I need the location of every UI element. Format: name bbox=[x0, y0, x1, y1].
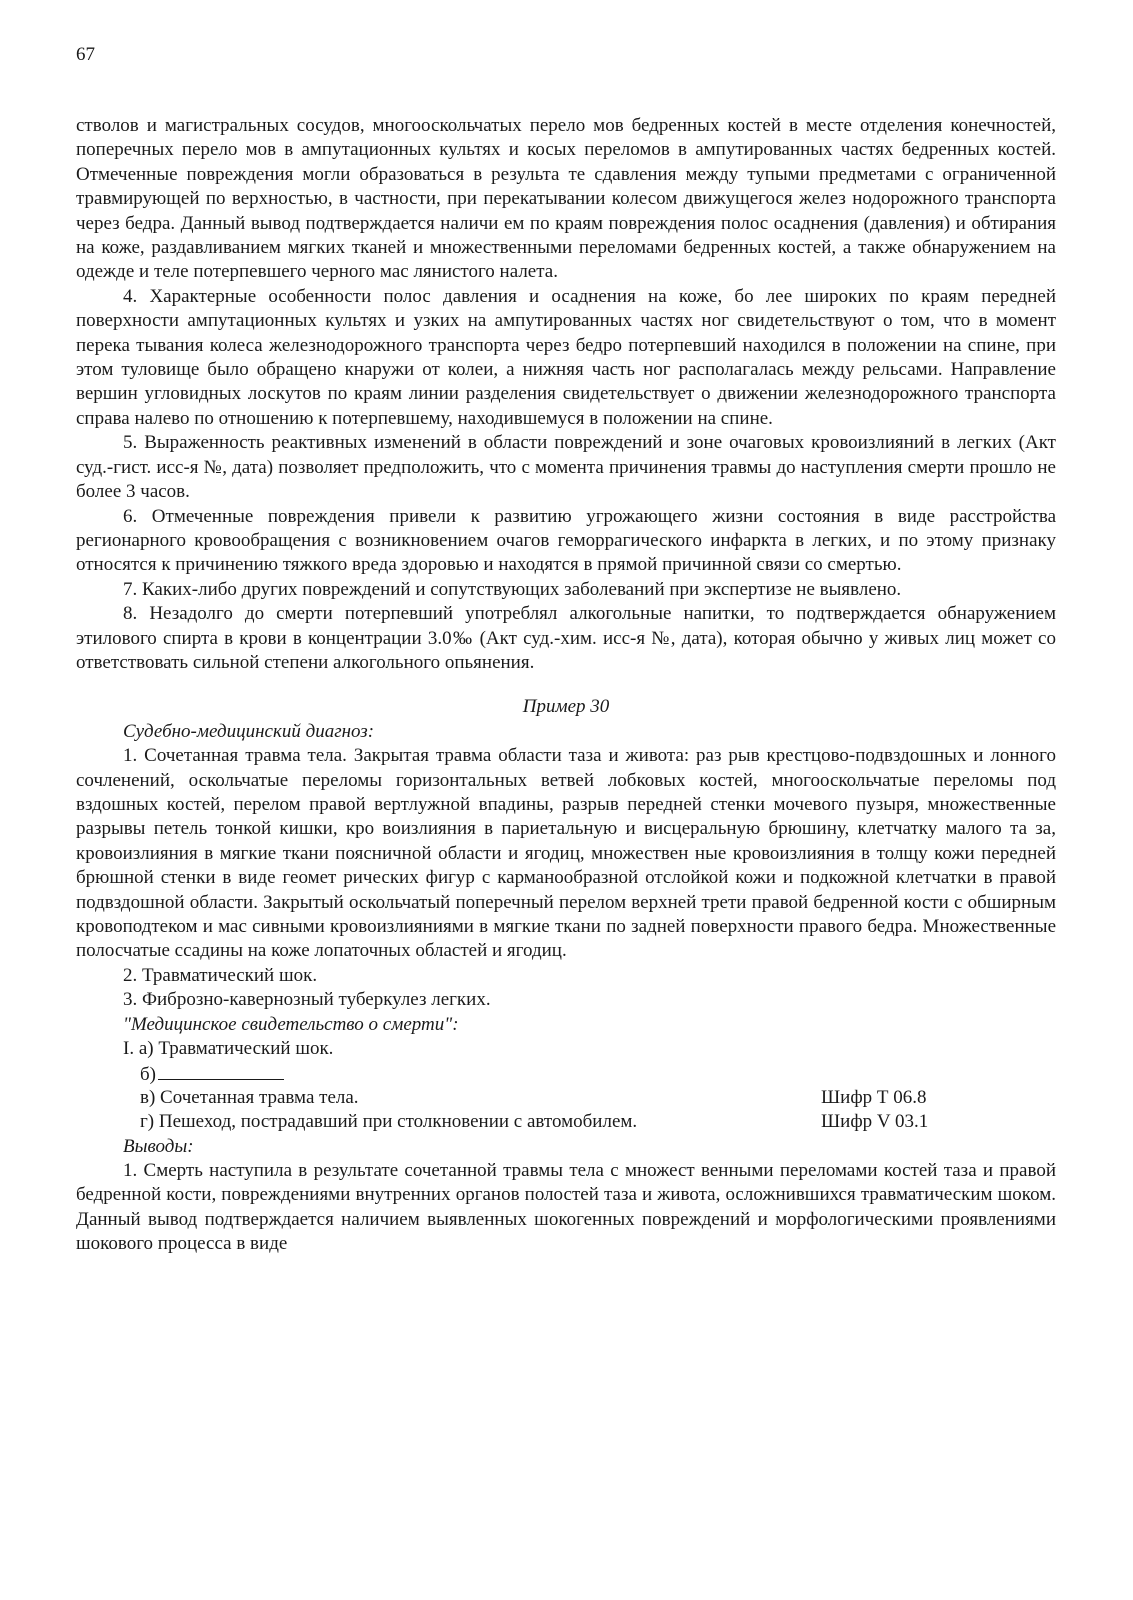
conclusion-item-7: 7. Каких-либо других повреждений и сопутствующих заболеваний при экспертизе не выявлено. bbox=[123, 578, 902, 600]
blank-line bbox=[158, 1061, 284, 1080]
conclusion-item-6: 6. Отмеченные повреждения привели к развитию угрожающего жизни состояния в виде расстройства регионарного кровообращения с возникновением очагов геморрагического инфаркта в легких, и по этому признаку относятся к причинению тяжкого вреда здоровью и находятся в прямой причинной связи со смертью. bbox=[76, 505, 1056, 576]
certificate-row-b bbox=[76, 1061, 1056, 1085]
certificate-label: I. а) Травматический шок. bbox=[123, 1038, 334, 1060]
icd-code: Шифр Т 06.8 bbox=[821, 1086, 927, 1108]
conclusion-item-1: 1. Смерть наступила в результате сочетанной травмы тела с множест венными переломами костей таза и правой бедренной кости, повреждениями внутренних органов полостей таза и живота, осложнившихся травматическим шоком. Данный вывод подтверждается наличием выявленных шокогенных повреждений и морфологическими проявлениями шокового процесса в виде bbox=[76, 1160, 1056, 1255]
diagnosis-item-2: 2. Травматический шок. bbox=[123, 964, 318, 986]
diagnosis-item-1: 1. Сочетанная травма тела. Закрытая травма области таза и живота: раз рыв крестцово-подвздошных и лонного сочленений, оскольчатые переломы горизонтальных ветвей лобковых костей, многооскольчатые переломы под вздошных костей, перелом правой вертлужной впадины, разрыв передней стенки мочевого пузыря, множественные разрывы петель тонкой кишки, кро воизлияния в париетальную и висцеральную брюшину, клетчатку малого та за, кровоизлияния в мягкие ткани поясничной области и ягодиц, множествен ные кровоизлияния в толщу кожи передней брюшной стенки в виде геомет рических фигур с карманообразной отслойкой кожи и подкожной клетчатки в правой подвздошной области. Закрытый оскольчатый поперечный перелом верхней трети правой бедренной кости с обширным кровоподтеком и мас сивными кровоизлияниями в мягкие ткани по задней поверхности правого бедра. Множественные полосчатые ссадины на коже лопаточных областей и ягодиц. bbox=[76, 745, 1056, 962]
certificate-row-a bbox=[76, 1037, 1056, 1061]
certificate-label: в) Сочетанная травма тела. bbox=[140, 1086, 359, 1108]
example-title: Пример 30 bbox=[522, 696, 610, 718]
certificate-label-text: б) bbox=[140, 1064, 156, 1086]
diagnosis-item-3: 3. Фиброзно-кавернозный туберкулез легких. bbox=[123, 989, 491, 1011]
conclusions-heading: Выводы: bbox=[123, 1135, 194, 1157]
page-body bbox=[76, 114, 1056, 1257]
certificate-heading: "Медицинское свидетельство о смерти": bbox=[123, 1013, 459, 1035]
certificate-row-v bbox=[76, 1086, 1056, 1110]
certificate-label: г) Пешеход, пострадавший при столкновении с автомобилем. bbox=[140, 1111, 638, 1133]
paragraph-continued: стволов и магистральных сосудов, многооскольчатых перело мов бедренных костей в месте отделения конечностей, поперечных перело мов в ампутационных культях и косых переломов в ампутированных частях бедренных костей. Отмеченные повреждения могли образоваться в результа те сдавления между тупыми предметами с ограниченной травмирующей по верхностью, в частности, при перекатывании колесом движущегося желез нодорожного транспорта через бедра. Данный вывод подтверждается наличи ем по краям повреждения полос осаднения (давления) и обтирания на коже, раздавливанием мягких тканей и множественными переломами бедренных костей, а также обнаружением на одежде и теле потерпевшего черного мас лянистого налета. bbox=[76, 115, 1056, 283]
conclusion-item-8: 8. Незадолго до смерти потерпевший употреблял алкогольные напитки, то подтверждается обнаружением этилового спирта в крови в концентрации 3.0‰ (Акт суд.-хим. исс-я №, дата), которая обычно у живых лиц может со ответствовать сильной степени алкогольного опьянения. bbox=[76, 603, 1056, 673]
page-number: 67 bbox=[76, 44, 95, 65]
diagnosis-heading: Судебно-медицинский диагноз: bbox=[123, 720, 375, 742]
certificate-row-g bbox=[76, 1110, 1056, 1134]
conclusion-item-5: 5. Выраженность реактивных изменений в области повреждений и зоне очаговых кровоизлияний в легких (Акт суд.-гист. исс-я №, дата) позволяет предположить, что с момента причинения травмы до наступления смерти прошло не более 3 часов. bbox=[76, 432, 1056, 503]
certificate-label-b bbox=[140, 1061, 284, 1087]
icd-code: Шифр V 03.1 bbox=[821, 1111, 929, 1133]
conclusion-item-4: 4. Характерные особенности полос давления и осаднения на коже, бо лее широких по краям передней поверхности ампутационных культях и узких на ампутированных частях ног свидетельствуют о том, что в момент перека тывания колеса железнодорожного транспорта через бедро потерпевший находился в положении на спине, при этом туловище было обращено кнаружи от колеи, а нижняя часть ног располагалась между рельсами. Направление вершин угловидных лоскутов по краям линии разделения свидетельствует о движении железнодорожного транспорта справа налево по отношению к потерпевшему, находившемуся в положении на спине. bbox=[76, 285, 1056, 429]
